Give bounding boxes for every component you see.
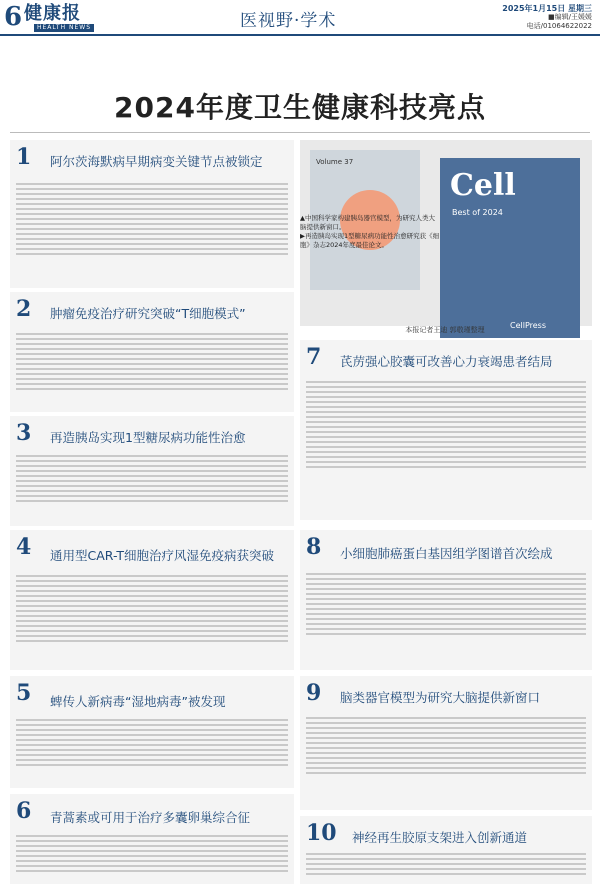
article-5 [10,676,294,788]
article-7 [300,340,592,520]
article-title: 脑类器官模型为研究大脑提供新窗口 [340,690,541,705]
article-body [306,850,586,878]
article-body [306,378,586,514]
article-number: 4 [16,534,32,560]
article-3 [10,416,294,526]
newspaper-logo-sub: HEALTH NEWS [34,24,94,32]
issue-date: 2025年1月15日 星期三 [502,4,592,13]
cell-logo: Cell [450,168,516,203]
article-number: 3 [16,420,32,446]
article-number: 1 [16,144,32,170]
reporter-credit: 本报记者王迪 郭敬瑾整理 [405,326,485,334]
dateline [502,4,592,31]
divider [10,132,590,133]
article-number: 8 [306,534,322,560]
phone-line: 电话/01064622022 [526,22,592,30]
masthead [0,0,600,36]
article-body [16,180,288,282]
article-number: 6 [16,798,32,824]
article-body [16,452,288,520]
page-number: 6 [4,2,23,32]
publisher-logo: CellPress [510,321,547,330]
article-number: 2 [16,296,32,322]
article-title: 青蒿素或可用于治疗多囊卵巢综合征 [50,810,251,825]
article-title: 小细胞肺癌蛋白基因组学图谱首次绘成 [340,546,553,561]
caption-2: ▶再造胰岛实现1型糖尿病功能性治愈研究获《细胞》杂志2024年度最佳论文。 [300,232,440,249]
article-2 [10,292,294,412]
article-body [16,716,288,782]
page-headline: 2024年度卫生健康科技亮点 [114,91,486,124]
article-number: 5 [16,680,32,706]
section-title: 医视野·学术 [240,11,337,31]
article-6 [10,794,294,884]
article-title: 通用型CAR-T细胞治疗风湿免疫病获突破 [50,548,274,563]
article-1 [10,140,294,288]
article-body [16,832,288,878]
article-title: 再造胰岛实现1型糖尿病功能性治愈 [50,430,246,445]
journal-cover-cell [440,158,580,338]
article-8 [300,530,592,670]
article-number: 10 [306,820,337,846]
article-9 [300,676,592,810]
newspaper-logo: 健康报 [24,3,81,24]
article-4 [10,530,294,670]
article-title: 阿尔茨海默病早期病变关键节点被锁定 [50,154,263,169]
article-number: 9 [306,680,322,706]
article-body [306,714,586,804]
caption-1: ▲中国科学家构建胰岛器官模型，为研究人类大脑提供新窗口。 [300,214,435,231]
article-body [306,570,586,664]
cover-1-title: Volume 37 [316,158,354,166]
article-10 [300,816,592,884]
editor-line: ■编辑/王媛媛 [548,13,592,21]
article-body [16,572,288,664]
article-number: 7 [306,344,322,370]
cell-subtitle: Best of 2024 [452,208,503,217]
article-title: 神经再生胶原支架进入创新通道 [352,830,528,845]
article-title: 蜱传人新病毒“湿地病毒”被发现 [50,694,226,709]
article-body [16,330,288,406]
article-title: 芪苈强心胶囊可改善心力衰竭患者结局 [340,354,553,369]
image-captions [300,214,440,250]
article-title: 肿瘤免疫治疗研究突破“T细胞模式” [50,306,246,321]
